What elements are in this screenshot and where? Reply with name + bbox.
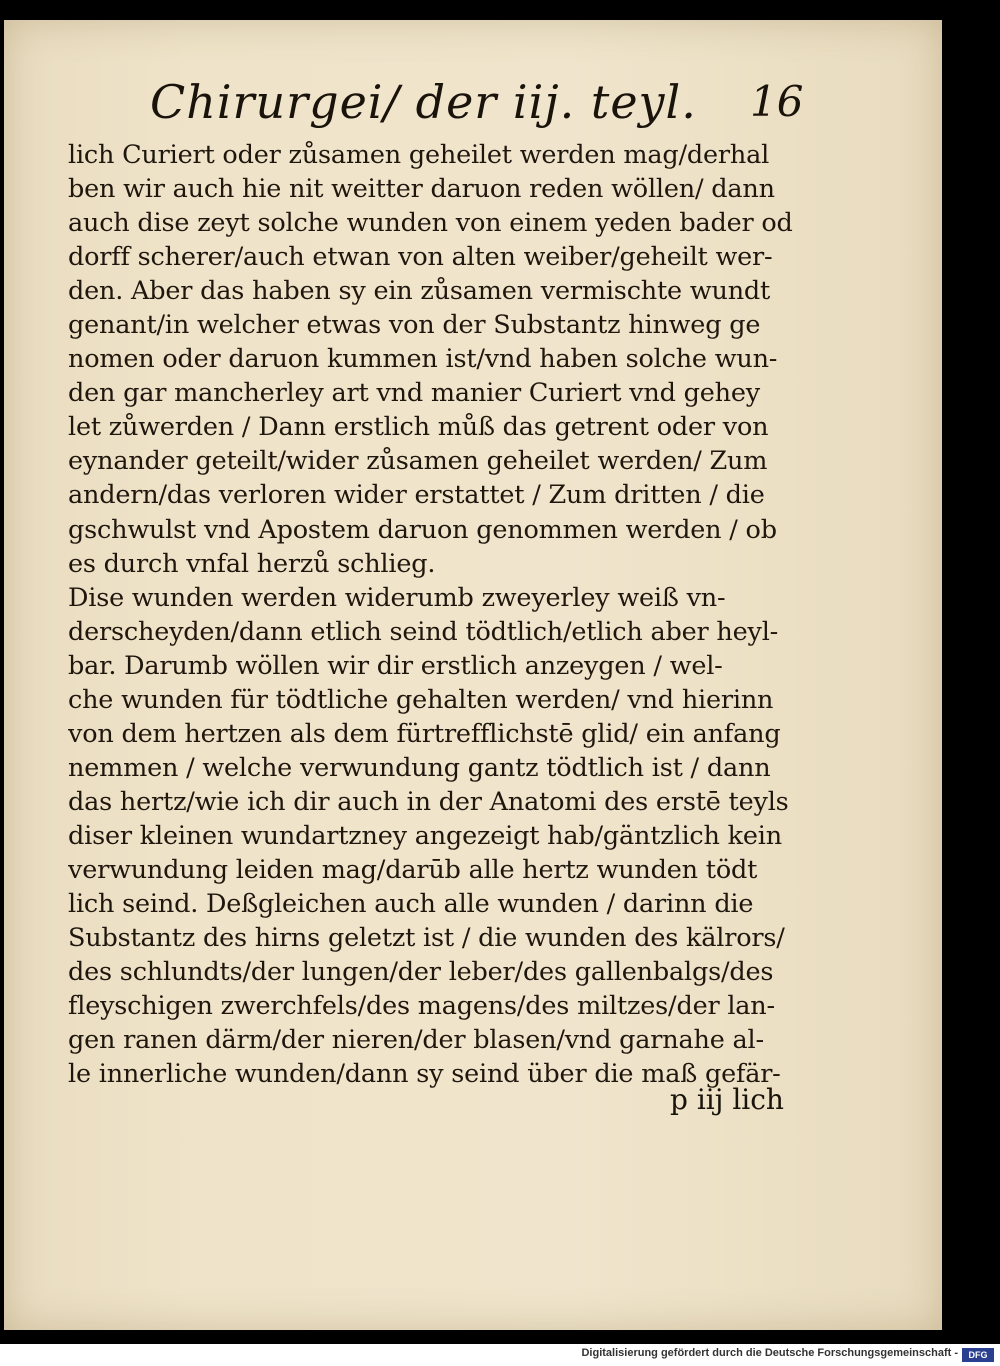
text-line: es durch vnfal herzů schlieg.	[68, 548, 436, 579]
text-line: den. Aber das haben sy ein zůsamen vermischte wundt	[68, 276, 771, 307]
text-line: lich Curiert oder zůsamen geheilet werden mag/derhal	[68, 140, 770, 170]
text-line: che wunden für tödtliche gehalten werden/ vnd hierinn	[68, 684, 774, 715]
text-line: das hertz/wie ich dir auch in der Anatomi des erstē teyls	[68, 786, 789, 817]
text-line: dorff scherer/auch etwan von alten weiber/geheilt wer-	[68, 242, 773, 273]
text-line: verwundung leiden mag/darūb alle hertz wunden tödt	[68, 854, 758, 885]
credit-text: Digitalisierung gefördert durch die Deutsche Forschungsgemeinschaft -	[581, 1347, 958, 1359]
text-line: auch dise zeyt solche wunden von einem yeden bader od	[68, 208, 793, 239]
text-line: gschwulst vnd Apostem daruon genommen werden / ob	[68, 514, 777, 545]
text-line: eynander geteilt/wider zůsamen geheilet werden/ Zum	[68, 446, 768, 477]
text-line: von dem hertzen als dem fürtrefflichstē glid/ ein anfang	[68, 718, 781, 749]
dfg-logo: DFG	[962, 1348, 994, 1362]
credit-bar	[0, 1344, 1000, 1366]
text-line: let zůwerden / Dann erstlich můß das getrent oder von	[68, 412, 769, 443]
text-line: lich seind. Deßgleichen auch alle wunden / darinn die	[68, 889, 754, 920]
text-line: diser kleinen wundartzney angezeigt hab/gäntzlich kein	[68, 820, 782, 851]
text-line: derscheyden/dann etlich seind tödtlich/etlich aber heyl-	[68, 616, 779, 647]
text-line: Dise wunden werden widerumb zweyerley weiß vn-	[68, 582, 726, 613]
text-line: gen ranen därm/der nieren/der blasen/vnd garnahe al-	[68, 1025, 764, 1056]
text-line: Substantz des hirns geletzt ist / die wunden des kälrors/	[68, 923, 785, 954]
text-line: genant/in welcher etwas von der Substantz hinweg ge	[68, 310, 761, 341]
signature-catchword: p iij lich	[670, 1083, 784, 1116]
text-line: ben wir auch hie nit weitter daruon reden wöllen/ dann	[68, 174, 775, 205]
text-line: des schlundts/der lungen/der leber/des gallenbalgs/des	[68, 957, 774, 988]
text-line: nemmen / welche verwundung gantz tödtlich ist / dann	[68, 752, 771, 783]
text-line: le innerliche wunden/dann sy seind über die maß gefär-	[68, 1059, 781, 1090]
body-text	[68, 138, 808, 1091]
text-line: nomen oder daruon kummen ist/vnd haben solche wun-	[68, 344, 778, 375]
text-line: bar. Darumb wöllen wir dir erstlich anzeygen / wel-	[68, 650, 723, 681]
folio-number: 16	[750, 77, 804, 126]
text-line: fleyschigen zwerchfels/des magens/des miltzes/der lan-	[68, 991, 775, 1022]
text-line: den gar mancherley art vnd manier Curiert vnd gehey	[68, 378, 760, 409]
running-head: Chirurgei/ der iij. teyl.	[150, 75, 697, 129]
text-line: andern/das verloren wider erstattet / Zum dritten / die	[68, 480, 765, 511]
